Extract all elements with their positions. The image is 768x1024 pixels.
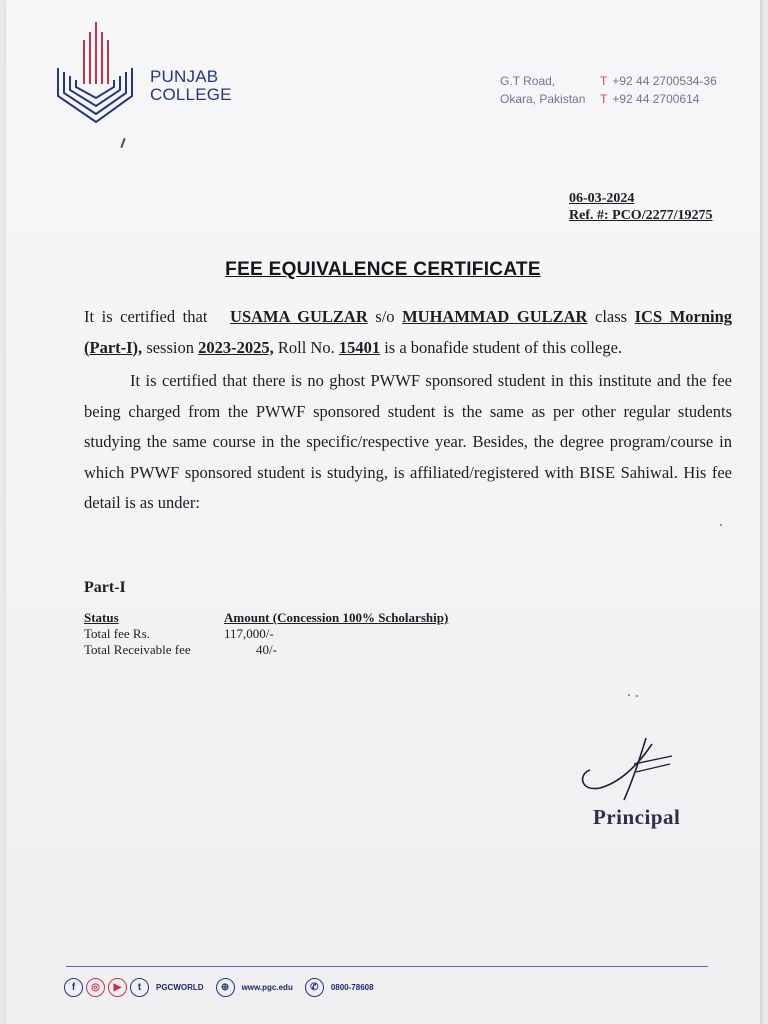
father-name: MUHAMMAD GULZAR	[402, 307, 588, 326]
col-status: Status	[84, 610, 119, 625]
address-line-2: Okara, Pakistan	[500, 92, 586, 106]
reference-number: Ref. #: PCO/2277/19275	[569, 208, 713, 223]
fee-row: Total Receivable fee 40/-	[84, 642, 277, 657]
phone-prefix: T	[600, 74, 608, 88]
fee-table	[84, 610, 448, 658]
roll-number: 15401	[338, 337, 381, 357]
session: 2023-2025,	[198, 337, 274, 357]
facebook-icon[interactable]: f	[64, 978, 83, 997]
principal-signature	[574, 734, 684, 804]
certificate-date: 06-03-2024	[569, 191, 635, 206]
college-name: PUNJAB COLLEGE	[150, 67, 232, 104]
footer-phone: 0800-78608	[330, 983, 374, 992]
phone-2: +92 44 2700614	[612, 92, 700, 106]
pen-mark	[120, 138, 125, 148]
certificate-body	[84, 302, 732, 519]
social-handle: PGCWORLD	[156, 983, 204, 992]
phone-1: +92 44 2700534-36	[612, 74, 717, 88]
footer-divider	[66, 966, 708, 967]
phone-icon: ✆	[305, 978, 324, 997]
phone-prefix: T	[600, 92, 608, 106]
twitter-icon[interactable]: t	[130, 978, 149, 997]
footer	[64, 978, 386, 997]
youtube-icon[interactable]: ▶	[108, 978, 127, 997]
speck	[720, 524, 722, 526]
paragraph-2: It is certified that there is no ghost PWWF sponsored student in this institute and the fee being charged from the PWWF sponsored student is the same as per other regular students studying the same course in the specific/respective year. Besides, the degree program/course in which PWWF sponsored student is studying, is affiliated/registered with BISE Sahiwal. His fee detail is as under:	[84, 371, 732, 512]
speck	[636, 695, 638, 697]
fee-table-header	[84, 610, 448, 626]
globe-icon: ⊕	[216, 978, 235, 997]
date-ref-block	[569, 190, 712, 224]
certificate-title: FEE EQUIVALENCE CERTIFICATE	[225, 259, 541, 280]
speck	[628, 694, 630, 696]
contact-block	[500, 72, 740, 108]
fee-row: Total fee Rs. 117,000/-	[84, 626, 274, 641]
address-line-1: G.T Road,	[500, 74, 556, 88]
instagram-icon[interactable]: ◎	[86, 978, 105, 997]
col-amount: Amount (Concession 100% Scholarship)	[224, 610, 449, 625]
certificate-page	[6, 0, 760, 1024]
website-link[interactable]: www.pgc.edu	[241, 983, 293, 992]
signature-title: Principal	[593, 805, 681, 829]
punjab-college-logo-icon	[54, 22, 136, 126]
paragraph-1: It is certified that USAMA GULZAR s/o MUHAMMAD GULZAR class ICS Morning (Part-I), session 2023-2025, Roll No. 15401 is a bonafide student of this college.	[84, 307, 733, 357]
fee-section-heading: Part-I	[84, 579, 126, 596]
class-name: ICS Morning (Part-I),	[84, 307, 733, 357]
student-name: USAMA GULZAR	[230, 307, 368, 326]
